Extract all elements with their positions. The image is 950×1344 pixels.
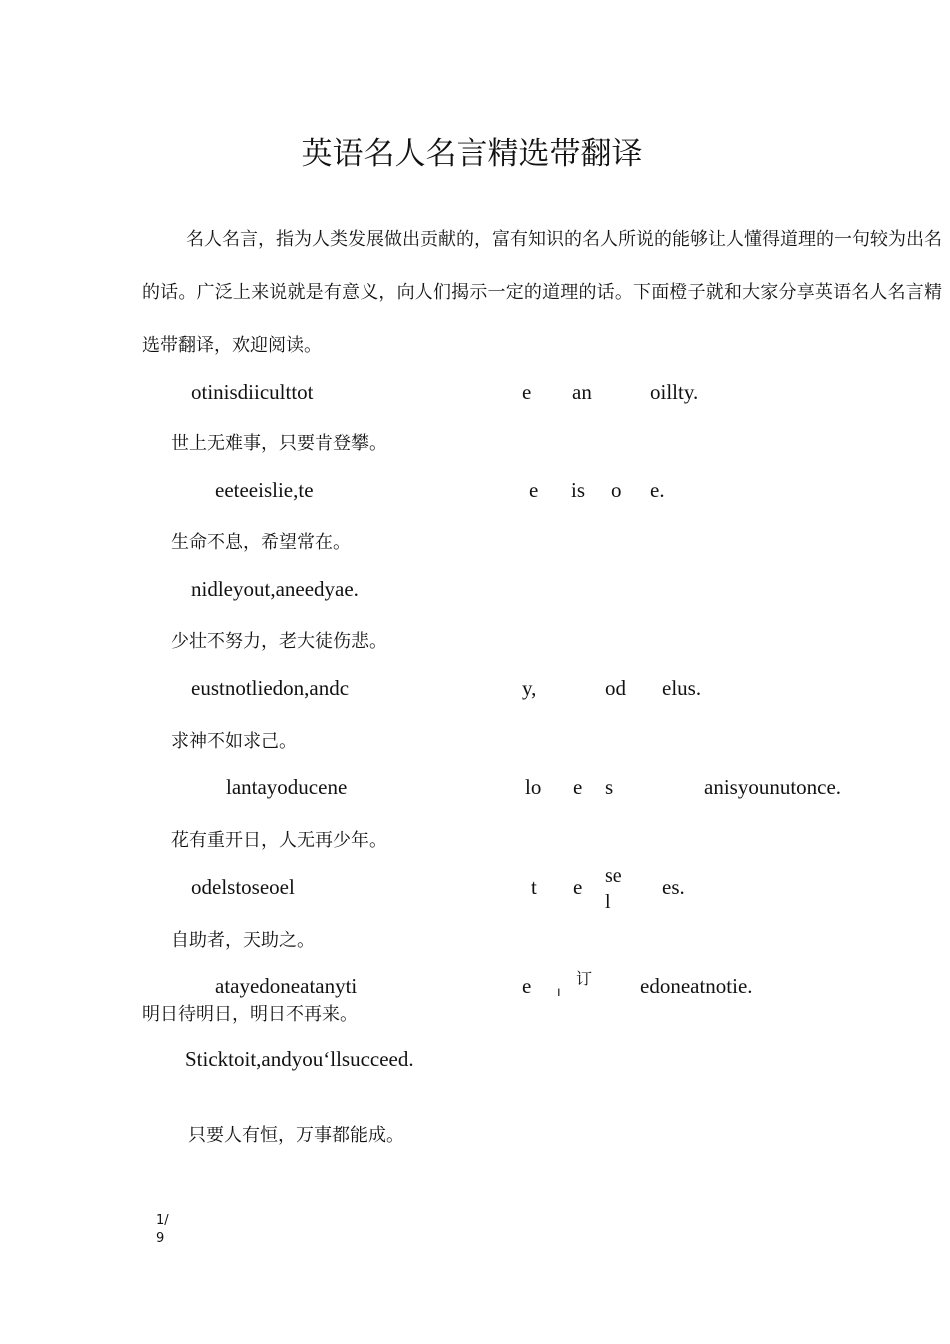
- quote-2-en-5: e.: [650, 478, 665, 502]
- quote-6-cn: 自助者，天助之。: [171, 930, 315, 951]
- quote-7-en-4: 订: [576, 969, 593, 988]
- quote-7-en-1: atayedoneatanyti: [215, 974, 358, 998]
- quote-6-en-1: odelstoseoel: [191, 875, 295, 899]
- quote-1-en-2: e: [522, 380, 532, 404]
- quote-6-en-2: t: [531, 875, 537, 899]
- quote-3-cn: 少壮不努力，老大徒伤悲。: [171, 631, 387, 652]
- quote-2-en-1: eeteeislie,te: [215, 478, 314, 502]
- quote-7-cn: 明日待明日，明日不再来。: [142, 1004, 358, 1025]
- quote-1-en-4: oillty.: [650, 380, 699, 404]
- quote-5-en-1: lantayoducene: [226, 775, 348, 799]
- quote-6-en-4: se: [605, 865, 622, 887]
- intro-paragraph: [142, 213, 942, 372]
- quote-2-cn: 生命不息，希望常在。: [171, 532, 351, 553]
- intro-text: 名人名言，指为人类发展做出贡献的，富有知识的名人所说的能够让人懂得道理的一句较为出名的话。广泛上来说就是有意义，向人们揭示一定的道理的话。下面橙子就和大家分享英语名人名言精选带翻译，欢迎阅读。: [142, 229, 942, 356]
- quote-4-en-4: elus.: [662, 676, 702, 700]
- quote-4-en-2: y,: [522, 676, 537, 700]
- page-number: [156, 1212, 169, 1248]
- quote-4-en-3: od: [605, 676, 626, 700]
- quote-4-cn: 求神不如求己。: [171, 731, 297, 752]
- quote-5-cn: 花有重开日，人无再少年。: [171, 830, 387, 851]
- page-number-total: 9: [156, 1231, 165, 1246]
- quote-6-en-6: es.: [662, 875, 685, 899]
- quote-3-en-1: nidleyout,aneedyae.: [191, 577, 359, 601]
- page-number-current: 1/: [156, 1213, 169, 1228]
- quote-8-en-1: Sticktoit,andyou‘llsucceed.: [185, 1047, 414, 1071]
- quote-5-en-3: e: [573, 775, 583, 799]
- quote-2-en-2: e: [529, 478, 539, 502]
- quote-1-cn: 世上无难事，只要肯登攀。: [171, 433, 387, 454]
- quote-7-en-3: ı: [557, 985, 561, 1000]
- quote-6-en-5: l: [605, 891, 611, 913]
- quote-1-en-3: an: [572, 380, 592, 404]
- quote-5-en-5: anisyounutonce.: [704, 775, 842, 799]
- quote-2-en-3: is: [571, 478, 586, 502]
- quote-1-en-1: otinisdiiculttot: [191, 380, 314, 404]
- quote-5-en-4: s: [605, 775, 614, 799]
- quote-2-en-4: o: [611, 478, 622, 502]
- quote-8-cn: 只要人有恒，万事都能成。: [188, 1125, 404, 1146]
- quote-4-en-1: eustnotliedon,andc: [191, 676, 350, 700]
- quote-7-en-5: edoneatnotie.: [640, 974, 753, 998]
- page-title: 英语名人名言精选带翻译: [301, 136, 643, 172]
- quote-5-en-2: lo: [525, 775, 542, 799]
- quote-7-en-2: e: [522, 974, 532, 998]
- quote-6-en-3: e: [573, 875, 583, 899]
